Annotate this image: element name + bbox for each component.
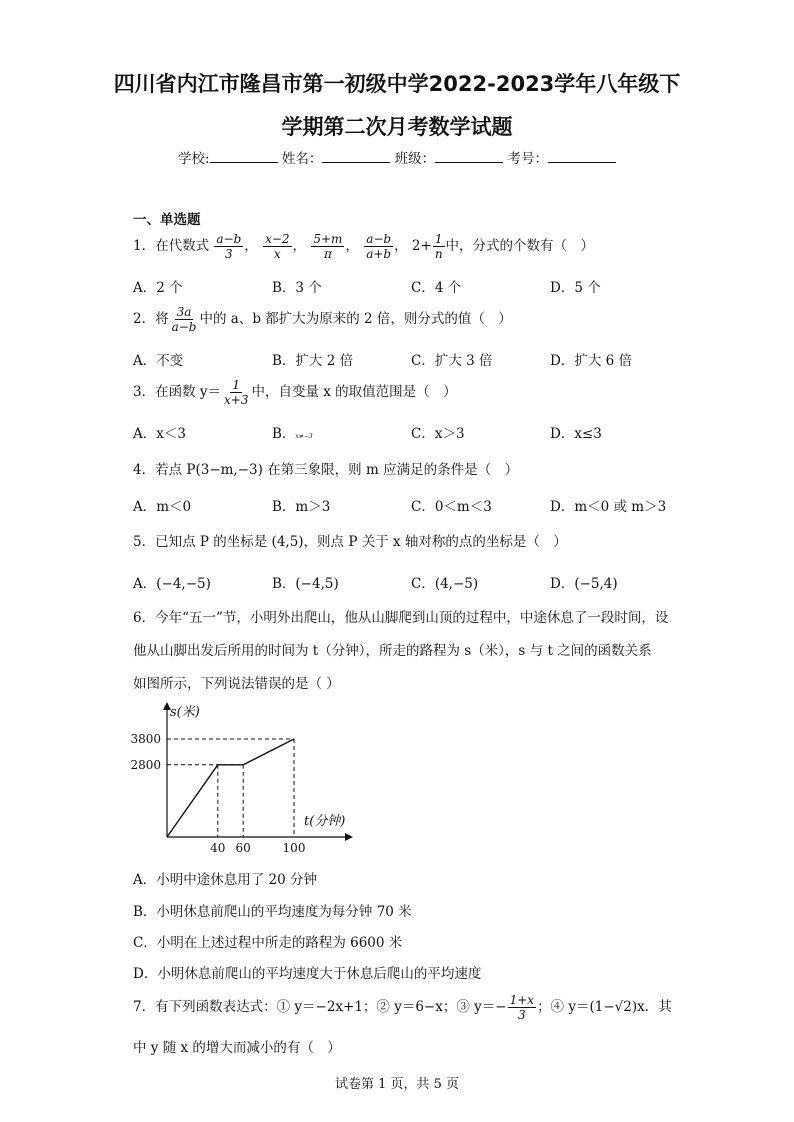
q2-option-b[interactable]: B．扩大 2 倍 [272,353,354,369]
number-label: 考号： [507,151,548,167]
number-blank[interactable] [548,150,616,163]
q5-option-c[interactable]: C．(4,−5) [411,576,479,592]
q1-option-b[interactable]: B．3 个 [272,280,322,296]
distance-time-chart [120,700,360,860]
q3-option-c[interactable]: C．x＞3 [411,426,465,442]
question-6-line3: 如图所示，下列说法错误的是（ ） [133,676,340,692]
q3-option-d[interactable]: D．x≤3 [550,426,602,442]
q2-option-c[interactable]: C．扩大 3 倍 [411,353,493,369]
y-axis-label: s(米) [170,705,200,720]
q6-option-d[interactable]: D．小明休息前爬山的平均速度大于休息后爬山的平均速度 [133,966,482,982]
q1-option-a[interactable]: A．2 个 [133,280,183,296]
question-4: 4．若点 P(3−m,−3) 在第三象限，则 m 应满足的条件是（ ） [133,462,519,478]
x-tick-label-40: 40 [210,841,226,855]
q1-suffix: 中，分式的个数有（ ） [445,238,595,254]
x-tick-label-100: 100 [282,841,306,855]
question-7-line1: 7．有下列函数表达式：① y＝−2x+1；② y＝6−x；③ y＝− $\frac{1+x}{3}$ ；④ y＝(1−√2)x．其 [133,993,672,1022]
q1-option-c[interactable]: C．4 个 [411,280,462,296]
q6-option-a[interactable]: A．小明中途休息用了 20 分钟 [133,872,318,888]
x-axis-label: t(分钟) [304,814,346,829]
q1-fraction-2: $\frac{x-2}{x}$ [265,232,290,261]
question-5: 5．已知点 P 的坐标是 (4,5)，则点 P 关于 x 轴对称的点的坐标是（ ） [133,534,567,550]
q2-fraction: $\frac{3a}{a-b}$ [171,305,197,334]
page-title-line2: 学期第二次月考数学试题 [281,115,513,139]
question-2: 2．将 $\frac{3a}{a-b}$ 中的 a、b 都扩大为原来的 2 倍，则分式的值（ ） [133,305,512,334]
question-6-line2: 他从山脚出发后所用的时间为 t（分钟），所走的路程为 s（米），s 与 t 之间的函数关系 [133,643,652,659]
name-label: 姓名： [281,151,323,167]
school-label: 学校: [178,151,210,167]
q2-option-a[interactable]: A．不变 [133,353,184,369]
school-blank[interactable] [210,150,278,163]
q1-expr5-lead: 2+ [411,238,432,254]
question-6-line1: 6．今年“五一”节，小明外出爬山，他从山脚爬到山顶的过程中，中途休息了一段时间，设 [133,610,669,626]
y-tick-label-2800: 2800 [130,757,161,772]
q4-option-a[interactable]: A．m＜0 [133,499,192,515]
q3-fraction: $\frac{1}{x+3}$ [224,378,249,407]
q1-fraction-4: $\frac{a-b}{a+b}$ [366,232,392,261]
x-axis-arrow [345,833,353,841]
class-label: 班级： [394,151,436,167]
q5-option-b[interactable]: B．(−4,5) [272,576,339,592]
q2-option-d[interactable]: D．扩大 6 倍 [550,353,632,369]
q7-fraction: $\frac{1+x}{3}$ [509,993,535,1022]
q1-fraction-3: $\frac{5+m}{\pi}$ [313,232,343,261]
page-title: 四川省内江市隆昌市第一初级中学2022-2023学年八年级下 [113,72,681,96]
q5-option-a[interactable]: A．(−4,−5) [133,576,211,592]
x-tick-label-60: 60 [235,841,251,855]
q1-prefix: 1．在代数式 [133,238,210,254]
page-footer: 试卷第 1 页，共 5 页 [334,1077,460,1092]
student-info-line [0,147,794,167]
q4-option-d[interactable]: D．m＜0 或 m＞3 [550,499,667,515]
class-blank[interactable] [435,150,503,163]
question-7-line2: 中 y 随 x 的增大而减小的有（ ） [133,1040,341,1056]
question-3: 3．在函数 y＝ $\frac{1}{x+3}$ 中，自变量 x 的取值范围是（ ） [133,378,457,407]
q5-option-d[interactable]: D．(−5,4) [550,576,618,592]
q1-fraction-1: $\frac{a-b}{3}$ [216,232,242,261]
name-blank[interactable] [322,150,390,163]
q1-fraction-5: $\frac{1}{n}$ [434,232,443,261]
q1-option-d[interactable]: D．5 个 [550,280,601,296]
q3-option-b[interactable]: B．x≠−3 [272,426,313,442]
q4-option-b[interactable]: B．m＞3 [272,499,331,515]
q6-option-b[interactable]: B．小明休息前爬山的平均速度为每分钟 70 米 [133,904,412,920]
y-tick-label-3800: 3800 [130,732,161,746]
series-segment-1 [167,765,218,837]
series-segment-3 [243,739,294,765]
q4-option-c[interactable]: C．0＜m＜3 [411,499,492,515]
q6-option-c[interactable]: C．小明在上述过程中所走的路程为 6600 米 [133,935,403,951]
question-1: 1．在代数式 $\frac{a-b}{3}$ ， $\frac{x-2}{x}$ ， $\frac{5+m}{\pi}$ ， $\frac{a-b}{a+b}$ ， 2+ $\frac{1}{n}$ 中，分式的个数有（ ） [133,232,595,261]
section-heading: 一、单选题 [133,212,201,228]
q3-option-a[interactable]: A．x＜3 [133,426,186,442]
